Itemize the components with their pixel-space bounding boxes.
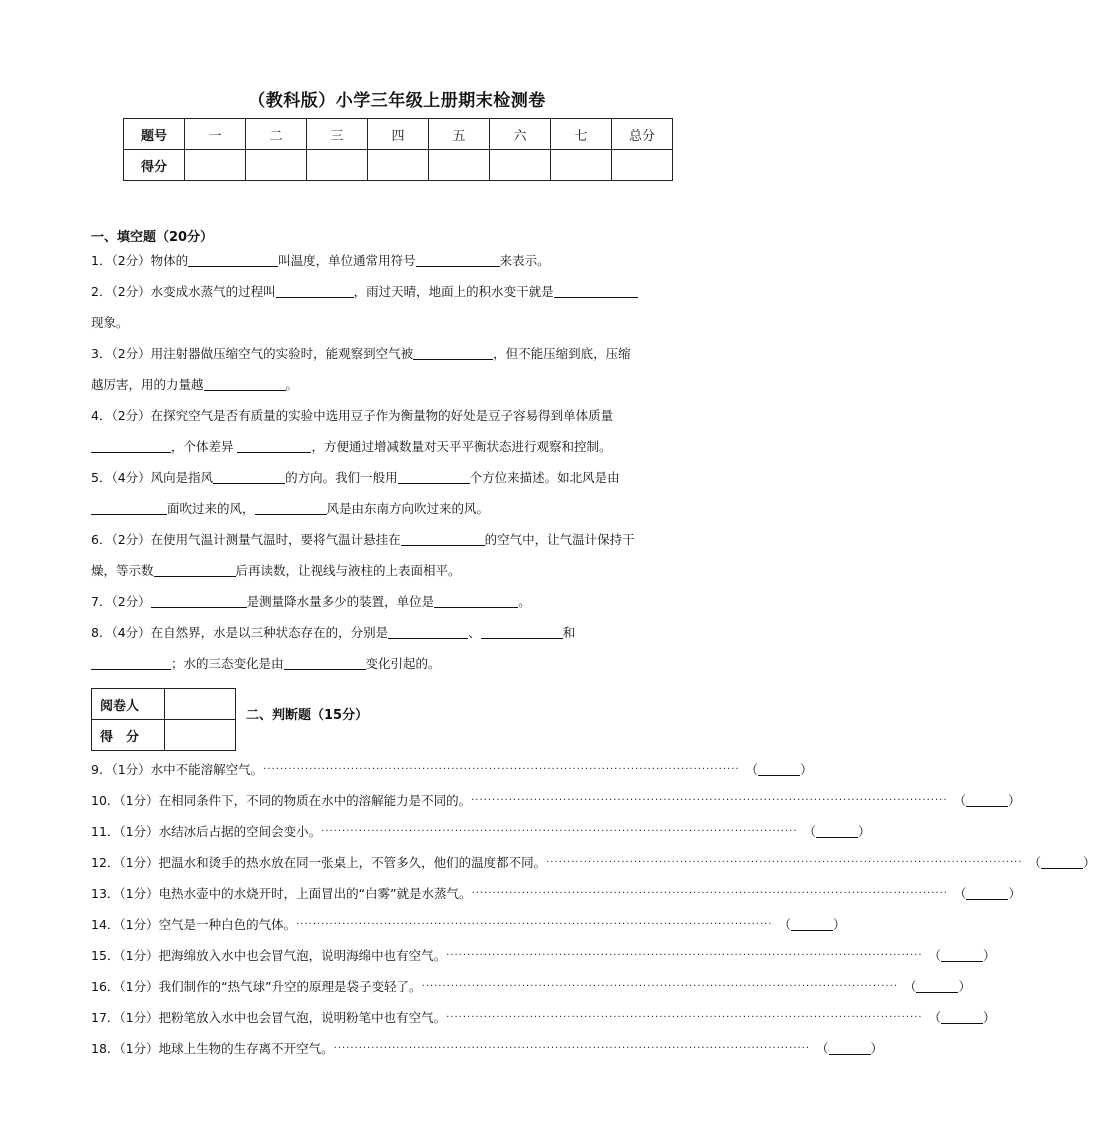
question-text: 后再读数，让视线与液柱的上表面相平。 bbox=[235, 563, 461, 578]
question-text: 燥，等示数 bbox=[91, 563, 154, 578]
score-header-cell: 一 bbox=[185, 119, 246, 150]
leader-dots: ·················································································································· bbox=[333, 1043, 810, 1054]
score-header-cell: 六 bbox=[490, 119, 551, 150]
judgement-text: 15．（1分）把海绵放入水中也会冒气泡，说明海绵中也有空气。 bbox=[91, 948, 447, 963]
answer-blank[interactable] bbox=[416, 252, 500, 267]
question-text: 越厉害，用的力量越 bbox=[91, 377, 204, 392]
answer-blank[interactable] bbox=[213, 469, 285, 484]
question-5-line2 bbox=[91, 493, 701, 524]
judgement-text: 18．（1分）地球上生物的生存离不开空气。 bbox=[91, 1041, 334, 1056]
judgement-text: 16．（1分）我们制作的“热气球”升空的原理是袋子变轻了。 bbox=[91, 979, 422, 994]
question-text: 是测量降水量多少的装置，单位是 bbox=[246, 594, 435, 609]
question-text: 6．（2分）在使用气温计测量气温时，要将气温计悬挂在 bbox=[91, 532, 401, 547]
judgement-text: 13．（1分）电热水壶中的水烧开时，上面冒出的“白雾”就是水蒸气。 bbox=[91, 886, 472, 901]
score-header-cell: 五 bbox=[429, 119, 490, 150]
score-header-cell: 七 bbox=[551, 119, 612, 150]
leader-dots: ·················································································································· bbox=[446, 1012, 923, 1023]
question-text: 、 bbox=[468, 625, 481, 640]
leader-dots: ·················································································································· bbox=[546, 857, 1023, 868]
question-6-line2 bbox=[91, 555, 701, 586]
question-text: 2．（2分）水变成水蒸气的过程叫 bbox=[91, 284, 276, 299]
judgement-item bbox=[91, 754, 813, 785]
question-text: 1．（2分）物体的 bbox=[91, 253, 189, 268]
answer-blank[interactable] bbox=[554, 283, 638, 298]
grader-cell[interactable] bbox=[165, 689, 236, 720]
answer-paren[interactable]: （ ） bbox=[803, 824, 871, 839]
leader-dots: ·················································································································· bbox=[471, 795, 948, 806]
question-text: 变化引起的。 bbox=[365, 656, 441, 671]
question-1 bbox=[91, 245, 701, 276]
question-4 bbox=[91, 400, 701, 431]
question-text: 3．（2分）用注射器做压缩空气的实验时，能观察到空气被 bbox=[91, 346, 414, 361]
score-cell[interactable] bbox=[368, 150, 429, 181]
answer-blank[interactable] bbox=[204, 376, 286, 391]
answer-paren[interactable]: （ ） bbox=[953, 793, 1021, 808]
score-header-cell: 三 bbox=[307, 119, 368, 150]
score-header-cell: 总分 bbox=[612, 119, 673, 150]
score-table-header-row bbox=[124, 119, 673, 150]
answer-blank[interactable] bbox=[434, 593, 518, 608]
answer-blank[interactable] bbox=[91, 500, 167, 515]
question-text: 5．（4分）风向是指风 bbox=[91, 470, 214, 485]
judgement-text: 11．（1分）水结冰后占据的空间会变小。 bbox=[91, 824, 322, 839]
question-text: 的方向。我们一般用 bbox=[285, 470, 398, 485]
leader-dots: ·················································································································· bbox=[421, 981, 898, 992]
judgement-item bbox=[91, 1002, 996, 1033]
exam-title: （教科版）小学三年级上册期末检测卷 bbox=[248, 91, 546, 111]
judgement-item bbox=[91, 971, 971, 1002]
score-row-label: 得分 bbox=[124, 150, 185, 181]
section2-heading: 二、判断题（15分） bbox=[246, 708, 369, 723]
question-5 bbox=[91, 462, 701, 493]
score-cell[interactable] bbox=[246, 150, 307, 181]
judgement-item bbox=[91, 1033, 884, 1064]
question-text: 个方位来描述。如北风是由 bbox=[469, 470, 620, 485]
judgement-text: 10．（1分）在相同条件下，不同的物质在水中的溶解能力是不同的。 bbox=[91, 793, 472, 808]
question-text: 。 bbox=[518, 594, 531, 609]
judgement-item bbox=[91, 785, 1021, 816]
question-2 bbox=[91, 276, 701, 307]
answer-paren[interactable]: （ ） bbox=[778, 917, 846, 932]
judgement-text: 17．（1分）把粉笔放入水中也会冒气泡，说明粉笔中也有空气。 bbox=[91, 1010, 447, 1025]
score-cell[interactable] bbox=[612, 150, 673, 181]
answer-paren[interactable]: （ ） bbox=[903, 979, 971, 994]
score-cell[interactable] bbox=[490, 150, 551, 181]
grader-label: 阅卷人 bbox=[92, 689, 165, 720]
answer-paren[interactable]: （ ） bbox=[745, 762, 813, 777]
score-table bbox=[123, 118, 673, 181]
score-table-score-row bbox=[124, 150, 673, 181]
question-text: 。 bbox=[285, 377, 299, 392]
question-text: 4．（2分）在探究空气是否有质量的实验中选用豆子作为衡量物的好处是豆子容易得到单体质量 bbox=[91, 408, 614, 423]
answer-paren[interactable]: （ ） bbox=[953, 886, 1021, 901]
answer-paren[interactable]: （ ） bbox=[1028, 855, 1096, 870]
question-3-line2 bbox=[91, 369, 701, 400]
question-text: 现象。 bbox=[91, 315, 129, 330]
judgement-text: 14．（1分）空气是一种白色的气体。 bbox=[91, 917, 297, 932]
question-7 bbox=[91, 586, 701, 617]
answer-blank[interactable] bbox=[154, 562, 236, 577]
question-text: 的空气中，让气温计保持干 bbox=[484, 532, 635, 547]
answer-blank[interactable] bbox=[398, 469, 470, 484]
question-2-line2 bbox=[91, 307, 701, 338]
answer-blank[interactable] bbox=[91, 438, 171, 453]
answer-paren[interactable]: （ ） bbox=[928, 948, 996, 963]
question-4-line2 bbox=[91, 431, 701, 462]
question-text: 风是由东南方向吹过来的风。 bbox=[326, 501, 490, 516]
question-8 bbox=[91, 617, 701, 648]
question-text: ，但不能压缩到底，压缩 bbox=[493, 346, 631, 361]
answer-blank[interactable] bbox=[91, 655, 171, 670]
grader-table bbox=[91, 688, 236, 751]
answer-blank[interactable] bbox=[413, 345, 493, 360]
score-header-cell: 四 bbox=[368, 119, 429, 150]
score-cell[interactable] bbox=[551, 150, 612, 181]
score-cell[interactable] bbox=[429, 150, 490, 181]
answer-paren[interactable]: （ ） bbox=[928, 1010, 996, 1025]
judgement-text: 12．（1分）把温水和烫手的热水放在同一张桌上，不管多久，他们的温度都不同。 bbox=[91, 855, 547, 870]
score-cell[interactable] bbox=[185, 150, 246, 181]
question-text: ；水的三态变化是由 bbox=[171, 656, 284, 671]
question-text: 7．（2分） bbox=[91, 594, 151, 609]
leader-dots: ·················································································································· bbox=[471, 888, 948, 899]
section1-heading: 一、填空题（20分） bbox=[91, 230, 214, 245]
answer-blank[interactable] bbox=[401, 531, 485, 546]
question-text: 来表示。 bbox=[499, 253, 550, 268]
leader-dots: ·················································································································· bbox=[446, 950, 923, 961]
answer-blank[interactable] bbox=[255, 500, 327, 515]
question-text: 叫温度，单位通常用符号 bbox=[278, 253, 416, 268]
question-6 bbox=[91, 524, 701, 555]
judgement-item bbox=[91, 909, 846, 940]
question-text: 面吹过来的风， bbox=[167, 501, 255, 516]
answer-blank[interactable] bbox=[276, 283, 354, 298]
score-cell[interactable] bbox=[165, 720, 236, 751]
judgement-text: 9．（1分）水中不能溶解空气。 bbox=[91, 762, 264, 777]
answer-blank[interactable] bbox=[237, 438, 311, 453]
leader-dots: ·················································································································· bbox=[263, 764, 740, 775]
judgement-item bbox=[91, 940, 996, 971]
answer-blank[interactable] bbox=[151, 593, 247, 608]
question-3 bbox=[91, 338, 701, 369]
question-8-line2 bbox=[91, 648, 701, 679]
score-header-cell: 题号 bbox=[124, 119, 185, 150]
question-text: 和 bbox=[562, 625, 576, 640]
question-text: 8．（4分）在自然界，水是以三种状态存在的，分别是 bbox=[91, 625, 389, 640]
answer-blank[interactable] bbox=[481, 624, 563, 639]
answer-blank[interactable] bbox=[284, 655, 366, 670]
leader-dots: ·················································································································· bbox=[321, 826, 798, 837]
score-header-cell: 二 bbox=[246, 119, 307, 150]
score-label: 得 分 bbox=[92, 720, 165, 751]
score-cell[interactable] bbox=[307, 150, 368, 181]
judgement-item bbox=[91, 878, 1021, 909]
question-text: ，个体差异 bbox=[171, 439, 238, 454]
answer-paren[interactable]: （ ） bbox=[816, 1041, 884, 1056]
question-text: ，方便通过增减数量对天平平衡状态进行观察和控制。 bbox=[311, 439, 612, 454]
question-text: ，雨过天晴，地面上的积水变干就是 bbox=[353, 284, 554, 299]
answer-blank[interactable] bbox=[388, 624, 468, 639]
answer-blank[interactable] bbox=[188, 252, 278, 267]
leader-dots: ·················································································································· bbox=[296, 919, 773, 930]
judgement-item bbox=[91, 847, 1096, 878]
judgement-item bbox=[91, 816, 871, 847]
